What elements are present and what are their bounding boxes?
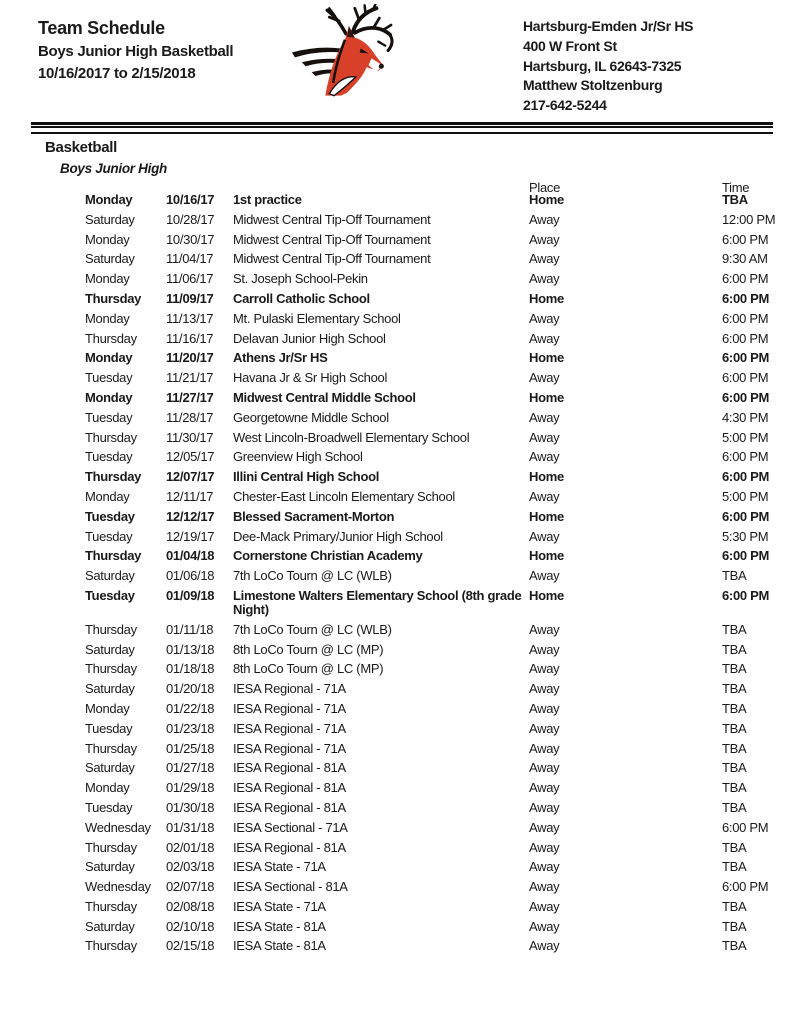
- row-date: 11/28/17: [166, 409, 214, 425]
- row-time: 5:00 PM: [722, 429, 769, 445]
- row-event: Cornerstone Christian Academy: [233, 548, 423, 564]
- row-date: 01/20/18: [166, 681, 215, 697]
- row-place: Away: [529, 859, 560, 875]
- row-event: Carroll Catholic School: [233, 290, 370, 306]
- team-title: Boys Junior High: [60, 161, 167, 176]
- row-time: 6:00 PM: [722, 508, 770, 524]
- row-date: 01/09/18: [166, 587, 215, 603]
- row-event: IESA Regional - 81A: [233, 839, 346, 855]
- row-date: 01/11/18: [166, 621, 214, 637]
- row-day: Tuesday: [85, 370, 133, 386]
- row-day: Tuesday: [85, 409, 133, 425]
- row-place: Away: [529, 488, 560, 504]
- row-place: Away: [529, 898, 560, 914]
- row-time: TBA: [722, 621, 747, 637]
- row-place: Away: [529, 700, 560, 716]
- row-time: TBA: [722, 661, 747, 677]
- row-event: Georgetowne Middle School: [233, 409, 389, 425]
- row-time: TBA: [722, 568, 747, 584]
- row-place: Away: [529, 819, 560, 835]
- row-time: 5:00 PM: [722, 488, 769, 504]
- schedule-row: [0, 722, 800, 736]
- header-divider: [31, 122, 773, 134]
- schedule-row: [0, 761, 800, 775]
- row-day: Thursday: [85, 898, 137, 914]
- row-day: Thursday: [85, 621, 137, 637]
- schedule-row: [0, 569, 800, 583]
- row-day: Wednesday: [85, 879, 151, 895]
- row-date: 01/23/18: [166, 720, 215, 736]
- row-event: IESA Sectional - 81A: [233, 879, 348, 895]
- row-time: 6:00 PM: [722, 879, 769, 895]
- row-event: St. Joseph School-Pekin: [233, 271, 368, 287]
- schedule-row: [0, 371, 800, 385]
- sport-title: Basketball: [45, 139, 118, 156]
- row-date: 10/30/17: [166, 231, 215, 247]
- row-event: Mt. Pulaski Elementary School: [233, 310, 401, 326]
- row-date: 01/22/18: [166, 700, 215, 716]
- row-time: TBA: [722, 780, 747, 796]
- row-time: 6:00 PM: [722, 330, 769, 346]
- row-time: 6:00 PM: [722, 449, 769, 465]
- column-header-time: Time: [722, 180, 750, 195]
- row-event: West Lincoln-Broadwell Elementary School: [233, 429, 470, 445]
- row-event: IESA State - 81A: [233, 918, 326, 934]
- row-event: IESA Regional - 71A: [233, 681, 346, 697]
- row-day: Monday: [85, 310, 130, 326]
- row-date: 11/16/17: [166, 330, 214, 346]
- row-place: Home: [529, 548, 564, 564]
- row-time: TBA: [722, 918, 747, 934]
- header-left: [38, 18, 233, 82]
- row-date: 01/06/18: [166, 568, 215, 584]
- schedule-row: [0, 193, 800, 207]
- row-day: Thursday: [85, 938, 137, 954]
- schedule-row: [0, 781, 800, 795]
- row-event: 8th LoCo Tourn @ LC (MP): [233, 661, 384, 677]
- contact-phone: 217-642-5244: [523, 97, 607, 114]
- schedule-row: [0, 252, 800, 266]
- schedule-row: [0, 450, 800, 464]
- row-day: Saturday: [85, 568, 135, 584]
- row-day: Tuesday: [85, 528, 133, 544]
- row-event: Greenview High School: [233, 449, 363, 465]
- row-date: 01/25/18: [166, 740, 215, 756]
- row-date: 11/04/17: [166, 251, 214, 267]
- row-event: Midwest Central Middle School: [233, 389, 416, 405]
- row-event: IESA Sectional - 71A: [233, 819, 348, 835]
- row-time: TBA: [722, 799, 747, 815]
- row-event: IESA Regional - 71A: [233, 740, 346, 756]
- row-time: TBA: [722, 681, 747, 697]
- row-place: Away: [529, 740, 560, 756]
- row-date: 11/09/17: [166, 290, 214, 306]
- row-place: Away: [529, 449, 560, 465]
- row-place: Away: [529, 231, 560, 247]
- schedule-row: [0, 332, 800, 346]
- row-place: Away: [529, 681, 560, 697]
- row-place: Home: [529, 350, 564, 366]
- row-place: Away: [529, 271, 560, 287]
- row-day: Saturday: [85, 211, 135, 227]
- row-time: 12:00 PM: [722, 211, 776, 227]
- row-date: 12/19/17: [166, 528, 215, 544]
- row-date: 01/29/18: [166, 780, 215, 796]
- row-date: 11/30/17: [166, 429, 214, 445]
- schedule-row: [0, 860, 800, 874]
- row-day: Tuesday: [85, 720, 133, 736]
- row-day: Thursday: [85, 548, 142, 564]
- row-time: 6:00 PM: [722, 271, 769, 287]
- row-day: Thursday: [85, 330, 137, 346]
- row-date: 10/16/17: [166, 192, 215, 207]
- row-event: Illini Central High School: [233, 469, 380, 485]
- header-right: [523, 17, 693, 116]
- row-event: IESA State - 71A: [233, 859, 326, 875]
- row-day: Saturday: [85, 251, 135, 267]
- row-place: Home: [529, 389, 564, 405]
- schedule-row: [0, 391, 800, 405]
- schedule-row: [0, 213, 800, 227]
- row-time: 6:00 PM: [722, 290, 770, 306]
- row-day: Saturday: [85, 681, 135, 697]
- row-event: 7th LoCo Tourn @ LC (WLB): [233, 568, 392, 584]
- row-date: 01/13/18: [166, 641, 215, 657]
- row-place: Away: [529, 799, 560, 815]
- row-day: Monday: [85, 350, 133, 366]
- row-date: 02/08/18: [166, 898, 215, 914]
- schedule-row: [0, 312, 800, 326]
- row-event: IESA State - 71A: [233, 898, 326, 914]
- schedule-row: [0, 292, 800, 306]
- row-day: Saturday: [85, 641, 135, 657]
- row-event: Midwest Central Tip-Off Tournament: [233, 211, 431, 227]
- row-place: Away: [529, 879, 560, 895]
- row-time: 6:00 PM: [722, 587, 770, 603]
- schedule-rows: [0, 193, 800, 959]
- row-time: 6:00 PM: [722, 231, 769, 247]
- schedule-row: [0, 490, 800, 504]
- row-day: Thursday: [85, 290, 142, 306]
- row-date: 11/21/17: [166, 370, 214, 386]
- row-date: 10/28/17: [166, 211, 215, 227]
- row-place: Away: [529, 760, 560, 776]
- row-date: 02/01/18: [166, 839, 215, 855]
- row-event: Dee-Mack Primary/Junior High School: [233, 528, 443, 544]
- school-city-state-zip: Hartsburg, IL 62643-7325: [523, 57, 682, 74]
- schedule-row: [0, 589, 800, 617]
- row-event: Delavan Junior High School: [233, 330, 386, 346]
- row-day: Thursday: [85, 740, 137, 756]
- row-place: Away: [529, 310, 560, 326]
- schedule-row: [0, 643, 800, 657]
- schedule-row: [0, 801, 800, 815]
- row-event: IESA Regional - 81A: [233, 760, 346, 776]
- row-day: Wednesday: [85, 819, 151, 835]
- row-day: Saturday: [85, 760, 135, 776]
- schedule-row: [0, 920, 800, 934]
- schedule-row: [0, 880, 800, 894]
- row-event: Chester-East Lincoln Elementary School: [233, 488, 455, 504]
- row-day: Monday: [85, 700, 130, 716]
- row-place: Away: [529, 429, 560, 445]
- schedule-row: [0, 742, 800, 756]
- row-date: 11/27/17: [166, 389, 214, 405]
- schedule-row: [0, 821, 800, 835]
- row-event: 1st practice: [233, 192, 302, 207]
- school-address: 400 W Front St: [523, 37, 617, 54]
- schedule-row: [0, 662, 800, 676]
- schedule-row: [0, 549, 800, 563]
- schedule-row: [0, 272, 800, 286]
- row-day: Tuesday: [85, 799, 133, 815]
- schedule-row: [0, 233, 800, 247]
- row-date: 12/05/17: [166, 449, 215, 465]
- contact-name: Matthew Stoltzenburg: [523, 77, 663, 94]
- row-place: Home: [529, 587, 564, 603]
- row-time: 6:00 PM: [722, 389, 770, 405]
- schedule-row: [0, 900, 800, 914]
- row-date: 01/18/18: [166, 661, 215, 677]
- row-time: 5:30 PM: [722, 528, 769, 544]
- row-time: TBA: [722, 839, 747, 855]
- row-place: Home: [529, 469, 564, 485]
- row-event: IESA Regional - 81A: [233, 799, 346, 815]
- row-day: Tuesday: [85, 508, 135, 524]
- row-place: Away: [529, 661, 560, 677]
- row-event: IESA Regional - 71A: [233, 700, 346, 716]
- row-time: 6:00 PM: [722, 469, 770, 485]
- schedule-row: [0, 702, 800, 716]
- row-date: 11/13/17: [166, 310, 214, 326]
- row-date: 02/07/18: [166, 879, 215, 895]
- row-day: Thursday: [85, 661, 137, 677]
- row-event: Athens Jr/Sr HS: [233, 350, 328, 366]
- row-place: Away: [529, 720, 560, 736]
- row-day: Monday: [85, 231, 130, 247]
- row-time: TBA: [722, 641, 747, 657]
- row-time: TBA: [722, 192, 748, 207]
- row-date: 11/06/17: [166, 271, 214, 287]
- row-date: 01/04/18: [166, 548, 215, 564]
- row-time: 6:00 PM: [722, 350, 770, 366]
- row-place: Home: [529, 508, 564, 524]
- row-event: Havana Jr & Sr High School: [233, 370, 388, 386]
- schedule-row: [0, 530, 800, 544]
- row-place: Away: [529, 918, 560, 934]
- schedule-row: [0, 411, 800, 425]
- row-time: TBA: [722, 898, 747, 914]
- row-event: 7th LoCo Tourn @ LC (WLB): [233, 621, 392, 637]
- school-name: Hartsburg-Emden Jr/Sr HS: [523, 18, 694, 34]
- row-time: TBA: [722, 938, 747, 954]
- row-place: Home: [529, 290, 564, 306]
- row-time: TBA: [722, 740, 747, 756]
- row-time: 4:30 PM: [722, 409, 769, 425]
- row-day: Monday: [85, 780, 130, 796]
- column-header-place: Place: [529, 180, 561, 195]
- row-event: Midwest Central Tip-Off Tournament: [233, 251, 431, 267]
- row-place: Away: [529, 211, 560, 227]
- row-day: Thursday: [85, 839, 137, 855]
- row-place: Away: [529, 839, 560, 855]
- row-place: Away: [529, 641, 560, 657]
- stag-mascot-icon: [290, 4, 398, 98]
- row-day: Tuesday: [85, 587, 135, 603]
- row-time: 9:30 AM: [722, 251, 768, 267]
- row-time: 6:00 PM: [722, 310, 769, 326]
- row-event: 8th LoCo Tourn @ LC (MP): [233, 641, 384, 657]
- date-range: 10/16/2017 to 2/15/2018: [38, 65, 196, 82]
- schedule-row: [0, 470, 800, 484]
- row-day: Saturday: [85, 918, 135, 934]
- row-day: Tuesday: [85, 449, 133, 465]
- row-day: Thursday: [85, 469, 142, 485]
- row-event: IESA Regional - 81A: [233, 780, 346, 796]
- row-date: 01/27/18: [166, 760, 215, 776]
- row-date: 01/31/18: [166, 819, 215, 835]
- schedule-row: [0, 351, 800, 365]
- row-event: IESA Regional - 71A: [233, 720, 346, 736]
- schedule-row: [0, 841, 800, 855]
- schedule-row: [0, 510, 800, 524]
- row-day: Monday: [85, 271, 130, 287]
- schedule-row: [0, 682, 800, 696]
- row-place: Away: [529, 528, 560, 544]
- row-event: Blessed Sacrament-Morton: [233, 508, 395, 524]
- row-time: TBA: [722, 859, 747, 875]
- row-place: Away: [529, 621, 560, 637]
- row-place: Away: [529, 409, 560, 425]
- schedule-row: [0, 623, 800, 637]
- row-day: Monday: [85, 192, 133, 207]
- row-place: Away: [529, 251, 560, 267]
- team-subtitle: Boys Junior High Basketball: [38, 43, 234, 60]
- row-date: 11/20/17: [166, 350, 214, 366]
- row-time: 6:00 PM: [722, 548, 770, 564]
- row-event: IESA State - 81A: [233, 938, 326, 954]
- schedule-row: [0, 431, 800, 445]
- row-day: Saturday: [85, 859, 135, 875]
- row-day: Thursday: [85, 429, 137, 445]
- page-title: Team Schedule: [38, 18, 165, 38]
- row-date: 02/03/18: [166, 859, 215, 875]
- row-date: 12/11/17: [166, 488, 214, 504]
- row-event: Midwest Central Tip-Off Tournament: [233, 231, 431, 247]
- row-day: Monday: [85, 488, 130, 504]
- row-date: 02/10/18: [166, 918, 215, 934]
- row-time: 6:00 PM: [722, 370, 769, 386]
- row-date: 02/15/18: [166, 938, 215, 954]
- row-date: 01/30/18: [166, 799, 215, 815]
- row-event: Limestone Walters Elementary School (8th grade Night): [233, 587, 522, 617]
- row-date: 12/12/17: [166, 508, 215, 524]
- row-time: TBA: [722, 700, 747, 716]
- row-time: TBA: [722, 760, 747, 776]
- row-date: 12/07/17: [166, 469, 215, 485]
- row-place: Away: [529, 370, 560, 386]
- schedule-row: [0, 939, 800, 953]
- row-place: Away: [529, 938, 560, 954]
- row-day: Monday: [85, 389, 133, 405]
- row-place: Home: [529, 192, 564, 207]
- row-place: Away: [529, 568, 560, 584]
- row-time: TBA: [722, 720, 747, 736]
- row-place: Away: [529, 780, 560, 796]
- row-time: 6:00 PM: [722, 819, 769, 835]
- row-place: Away: [529, 330, 560, 346]
